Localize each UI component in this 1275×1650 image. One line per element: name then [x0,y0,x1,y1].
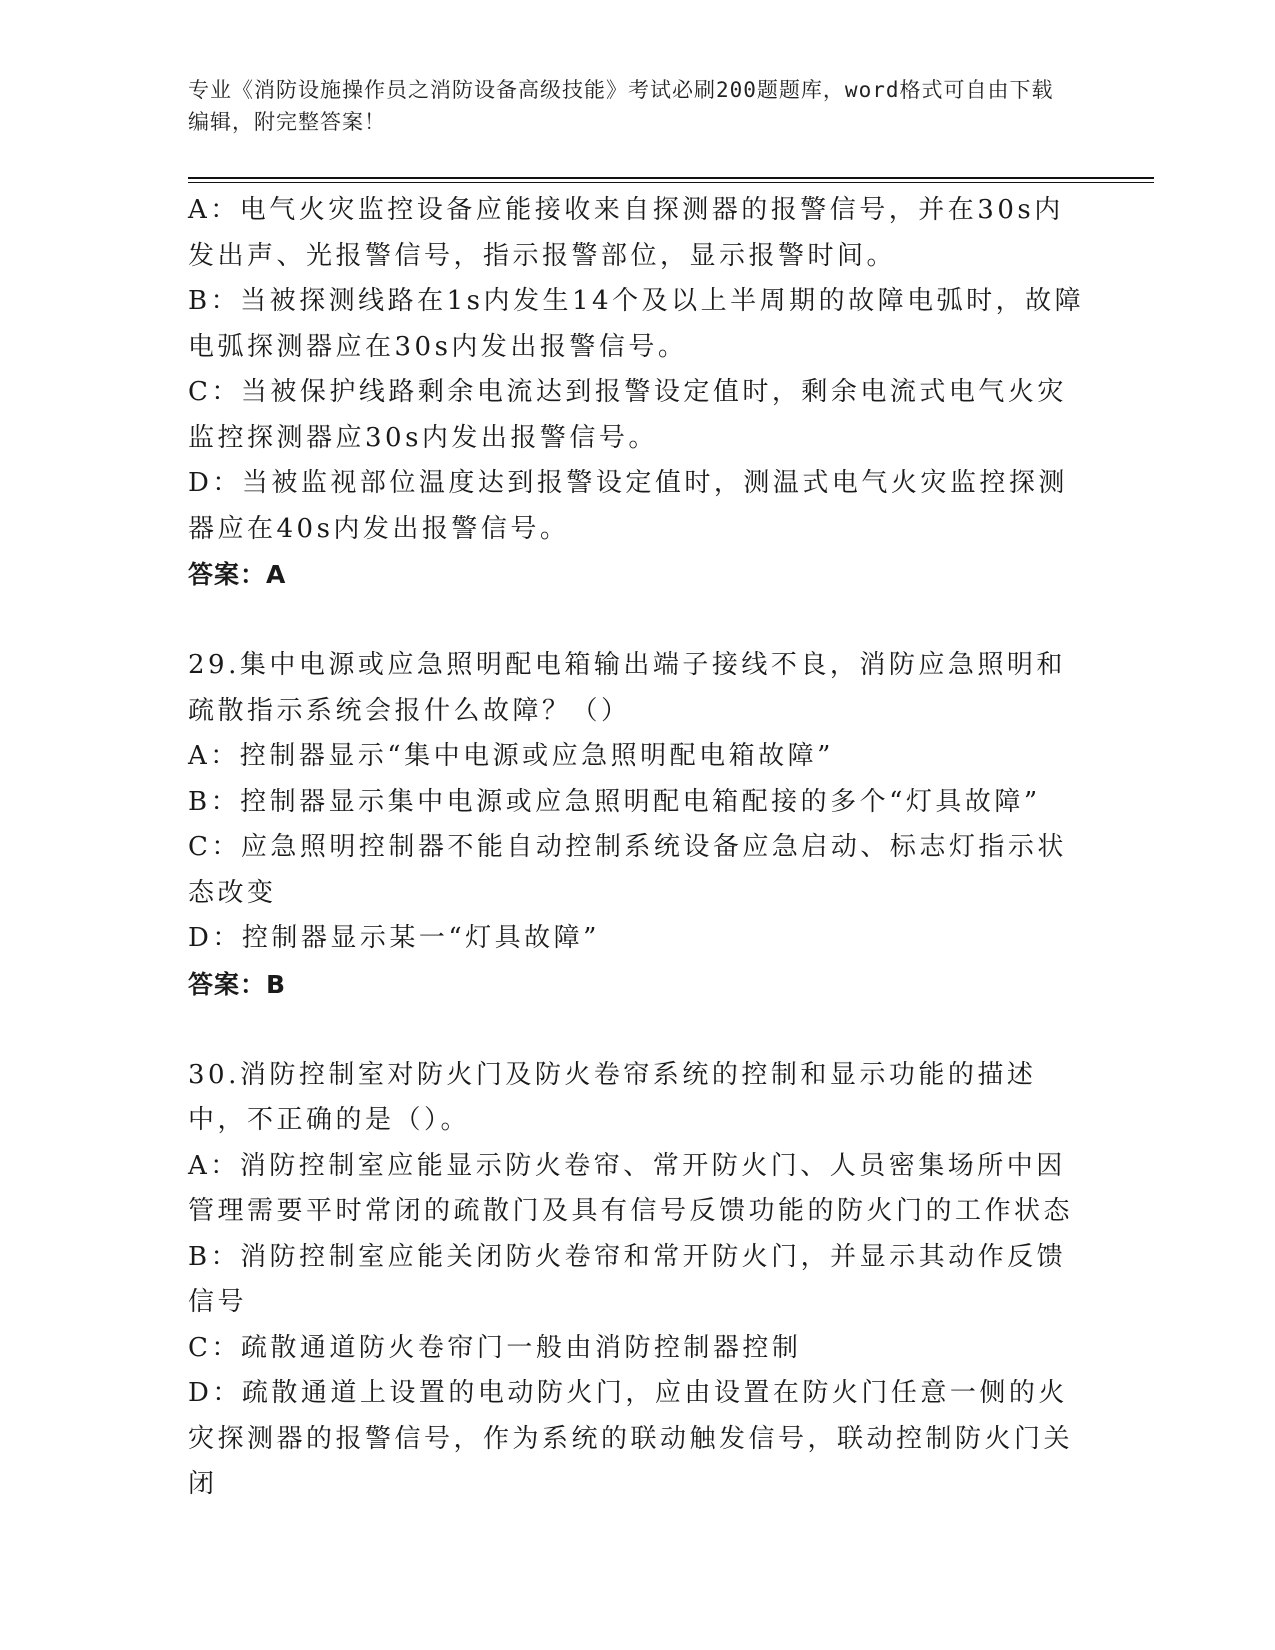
header-title: 专业《消防设施操作员之消防设备高级技能》考试必刷200题题库，word格式可自由下载编辑，附完整答案！ [188,78,1054,134]
q30-option-c: C：疏散通道防火卷帘门一般由消防控制器控制 [188,1332,802,1363]
question-28-block [188,188,1088,598]
q29-question: 29.集中电源或应急照明配电箱输出端子接线不良，消防应急照明和疏散指示系统会报什么故障？（） [188,650,1066,726]
q28-option-a: A：电气火灾监控设备应能接收来自探测器的报警信号，并在30s内发出声、光报警信号，指示报警部位，显示报警时间。 [188,195,1064,271]
q29-option-c: C：应急照明控制器不能自动控制系统设备应急启动、标志灯指示状态改变 [188,832,1067,908]
q28-option-d: D：当被监视部位温度达到报警设定值时，测温式电气火灾监控探测器应在40s内发出报警信号。 [188,468,1068,544]
q30-option-a: A：消防控制室应能显示防火卷帘、常开防火门、人员密集场所中因管理需要平时常闭的疏散门及具有信号反馈功能的防火门的工作状态 [188,1150,1074,1226]
q28-answer: 答案：A [188,560,287,589]
q29-option-d: D：控制器显示某一“灯具故障” [188,923,600,953]
spacer [188,598,1088,644]
q28-option-b: B：当被探测线路在1s内发生14个及以上半周期的故障电弧时，故障电弧探测器应在30s内发出报警信号。 [188,286,1085,362]
q30-option-b: B：消防控制室应能关闭防火卷帘和常开防火门，并显示其动作反馈信号 [188,1241,1067,1317]
spacer [188,1007,1088,1053]
q30-option-d: D：疏散通道上设置的电动防火门，应由设置在防火门任意一侧的火灾探测器的报警信号，作为系统的联动触发信号，联动控制防火门关闭 [188,1378,1074,1499]
header-rule-thick [188,177,1154,179]
q29-option-a: A：控制器显示“集中电源或应急照明配电箱故障” [188,741,834,771]
q29-option-b: B：控制器显示集中电源或应急照明配电箱配接的多个“灯具故障” [188,786,1041,817]
page-header [188,74,1068,138]
question-content [188,188,1088,1508]
q28-option-c: C：当被保护线路剩余电流达到报警设定值时，剩余电流式电气火灾监控探测器应30s内发出报警信号。 [188,377,1067,453]
header-rule-thin [188,182,1154,183]
q29-answer: 答案：B [188,969,287,999]
question-30-block [188,1053,1088,1508]
q30-question: 30.消防控制室对防火门及防火卷帘系统的控制和显示功能的描述中，不正确的是（）。 [188,1059,1037,1135]
question-29-block [188,643,1088,1007]
